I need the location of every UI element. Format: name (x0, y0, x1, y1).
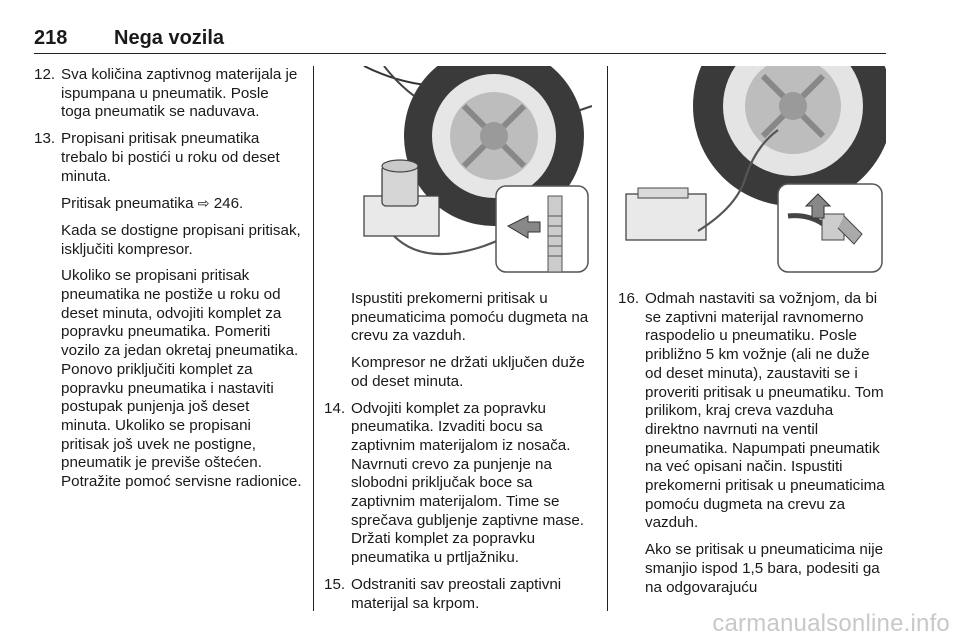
page-number: 218 (34, 27, 68, 49)
step-text: Odvojiti komplet za popravku pneumatika. Izvaditi bocu sa zaptivnim materijalom iz nosača. Navrnuti crevo za punjenje na slobodni priključak boce sa zaptivnim materijalom. Time se sprečava gubljenje zaptivne mase. Držati komplet za popravku pneumatika u prtljažniku. (351, 399, 585, 567)
column-divider (607, 66, 608, 611)
step-number: 15. (324, 575, 346, 593)
illustration-compressor-tire (324, 66, 592, 276)
step-text: Sva količina zaptivnog materijala je ispumpana u pneumatik. Posle toga pneumatik se naduvava. (61, 66, 298, 121)
step-text: Ukoliko se propisani pritisak pneumatika ne postiže u roku od deset minuta, odvojiti komplet za popravku pneumatika. Pomeriti vozilo za jedan okretaj pneumatika. Ponovo priključiti komplet za popravku pneumatika i nastaviti postupak punjenja još deset minuta. Ukoliko se propisani pritisak još uvek ne postigne, pneumatik je previše oštećen. Potražite pomoć servisne radionice. (61, 267, 302, 491)
illustration-hose-valve (618, 66, 886, 276)
valve-illustration (618, 66, 886, 276)
step-number: 12. (34, 66, 56, 83)
step-text: Odstraniti sav preostali zaptivni materijal sa krpom. (351, 575, 562, 612)
column-divider (313, 66, 314, 611)
instruction-text: Ispustiti prekomerni pritisak u pneumaticima pomoću dugmeta na crevu za vazduh. (351, 290, 589, 345)
page-reference-link[interactable]: 246. (209, 195, 244, 213)
step-text: Propisani pritisak pneumatika trebalo bi postići u roku od deset minuta. (61, 130, 280, 185)
page-reference-icon: ⇨ (197, 195, 210, 212)
step-number: 14. (324, 399, 346, 417)
step-text: Kada se dostigne propisani pritisak, isključiti kompresor. (61, 221, 301, 258)
step-text: Odmah nastaviti sa vožnjom, da bi se zaptivni materijal ravnomerno raspodelio u pneumatiku. Posle približno 5 km vožnje (ali ne duže od deset minuta), zaustaviti se i proveriti pritisak u pneumatiku. Tom prilikom, kraj creva vazduha direktno navrnuti na ventil pneumatika. Napumpati pneumatik na već opisani način. Ispustiti prekomerni pritisak u pneumaticima pomoću dugmeta na crevu za vazduh. (645, 290, 885, 532)
column-left (34, 66, 302, 500)
step-13 (34, 130, 302, 492)
page-header (34, 26, 886, 54)
column-middle (324, 66, 592, 621)
step-12 (34, 66, 302, 122)
step-number: 16. (618, 290, 640, 307)
pressure-reference (61, 194, 302, 214)
column-right (618, 66, 886, 605)
compressor-illustration (324, 66, 592, 276)
step-14 (324, 400, 592, 568)
warning-text: Kompresor ne držati uključen duže od deset minuta. (351, 354, 585, 390)
reference-label: Pritisak pneumatika (61, 195, 194, 213)
step-number: 13. (34, 130, 56, 148)
step-16 (618, 290, 886, 597)
step-15 (324, 576, 592, 613)
step-text: Ako se pritisak u pneumaticima nije smanjio ispod 1,5 bara, podesiti ga na odgovarajuću (645, 541, 884, 596)
page-title: Nega vozila (114, 27, 225, 49)
watermark: carmanualsonline.info (712, 610, 950, 637)
